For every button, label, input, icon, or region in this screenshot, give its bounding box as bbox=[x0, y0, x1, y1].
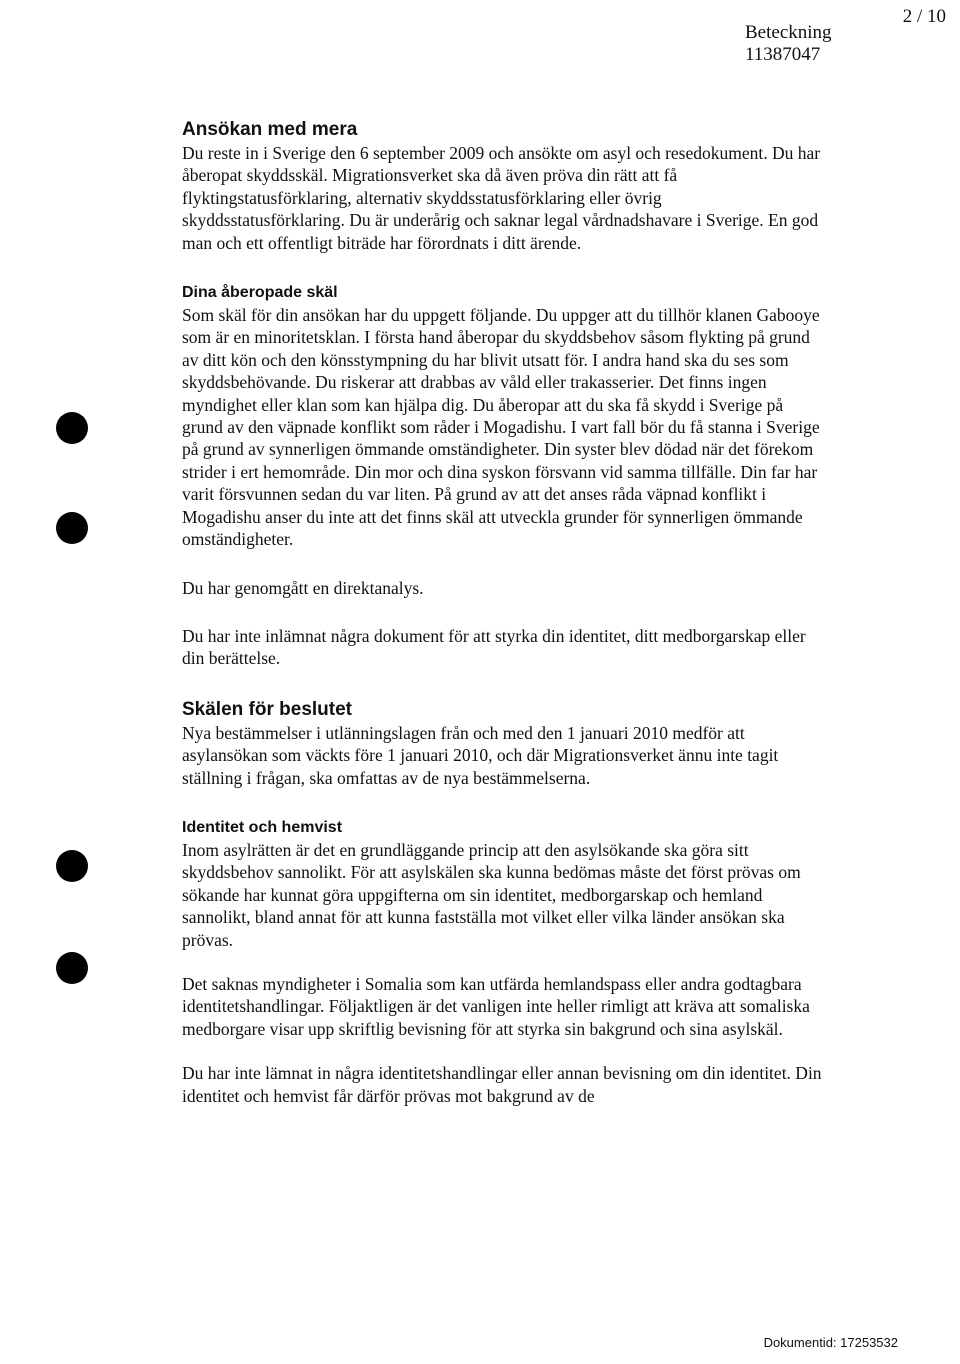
paragraph: Du reste in i Sverige den 6 september 2009 och ansökte om asyl och resedokument. Du har åberopat skyddsskäl. Migrationsverket ska då även pröva din rätt att få flyktingstatusförklaring, alternativ skyddsstatusförklaring eller övrig skyddsstatusförklaring. Du är underårig och saknar legal vårdnadshavare i Sverige. En god man och ett offentligt biträde har förordnats i ditt ärende. bbox=[182, 143, 821, 253]
paragraph: Du har inte inlämnat några dokument för att styrka din identitet, ditt medborgarskap eller din berättelse. bbox=[182, 625, 806, 669]
paragraph: Du har genomgått en direktanalys. bbox=[182, 577, 424, 598]
beteckning-value: 11387047 bbox=[745, 44, 821, 65]
section-heading: Skälen för beslutet bbox=[182, 698, 352, 720]
paragraph: Som skäl för din ansökan har du uppgett följande. Du uppger att du tillhör klanen Gabooye som är en minoritetsklan. I första hand åberopar du skyddsbehov såsom flykting på grund av ditt kön och den könsstympning du har blivit utsatt för. I andra hand ska du ses som skyddsbehövande. Du riskerar att drabbas av våld eller trakasserier. Det finns ingen myndighet eller klan som kan hjälpa dig. Du åberopar att du ska få skydd i Sverige på grund av den väpnade konflikt som råder i Mogadishu. I vart fall bör du få stanna i Sverige på grund av synnerligen ömmande omständigheter. Din syster blev dödad när det förekom strider i ert hemområde. Din mor och dina syskon försvann vid samma tillfälle. Din far har varit försvunnen sedan du var liten. På grund av att det anses råda väpnad konflikt i Mogadishu anser du inte att det finns skäl att utveckla grunder för synnerligen ömmande omständigheter. bbox=[182, 305, 820, 550]
reference-block bbox=[745, 22, 832, 66]
paragraph: Det saknas myndigheter i Somalia som kan utfärda hemlandspass eller andra godtagbara identitetshandlingar. Följaktligen är det vanligen inte heller rimligt att kräva att somaliska medborgare visar upp skriftlig bevisning för att styrka sin bakgrund och sina asylskäl. bbox=[182, 973, 810, 1039]
paragraph: Inom asylrätten är det en grundläggande princip att den asylsökande ska göra sitt skyddsbehov sannolikt. För att asylskälen ska kunna bedömas måste det först prövas om sökande har kunnat göra uppgifterna om sin identitet, medborgarskap och hemland sannolikt, bland annat för att kunna fastställa mot vilket eller vilka länder ansökan ska prövas. bbox=[182, 839, 801, 950]
punch-hole bbox=[56, 850, 88, 882]
punch-hole bbox=[56, 512, 88, 544]
paragraph: Nya bestämmelser i utlänningslagen från och med den 1 januari 2010 medför att asylansökan som väckts före 1 januari 2010, och där Migrationsverket ännu inte tagit ställning i frågan, ska omfattas av de nya bestämmelserna. bbox=[182, 722, 779, 788]
punch-hole bbox=[56, 952, 88, 984]
paragraph: Du har inte lämnat in några identitetshandlingar eller annan bevisning om din identitet. Din identitet och hemvist får därför prövas mot bakgrund av de bbox=[182, 1063, 822, 1106]
section-heading: Dina åberopade skäl bbox=[182, 284, 338, 302]
section-heading: Ansökan med mera bbox=[182, 119, 358, 140]
section-heading: Identitet och hemvist bbox=[182, 818, 343, 836]
beteckning-label: Beteckning bbox=[745, 22, 832, 43]
page-number: 2 / 10 bbox=[902, 6, 946, 27]
document-id: Dokumentid: 17253532 bbox=[763, 1335, 898, 1350]
document-body bbox=[182, 118, 822, 1107]
punch-hole bbox=[56, 412, 88, 444]
